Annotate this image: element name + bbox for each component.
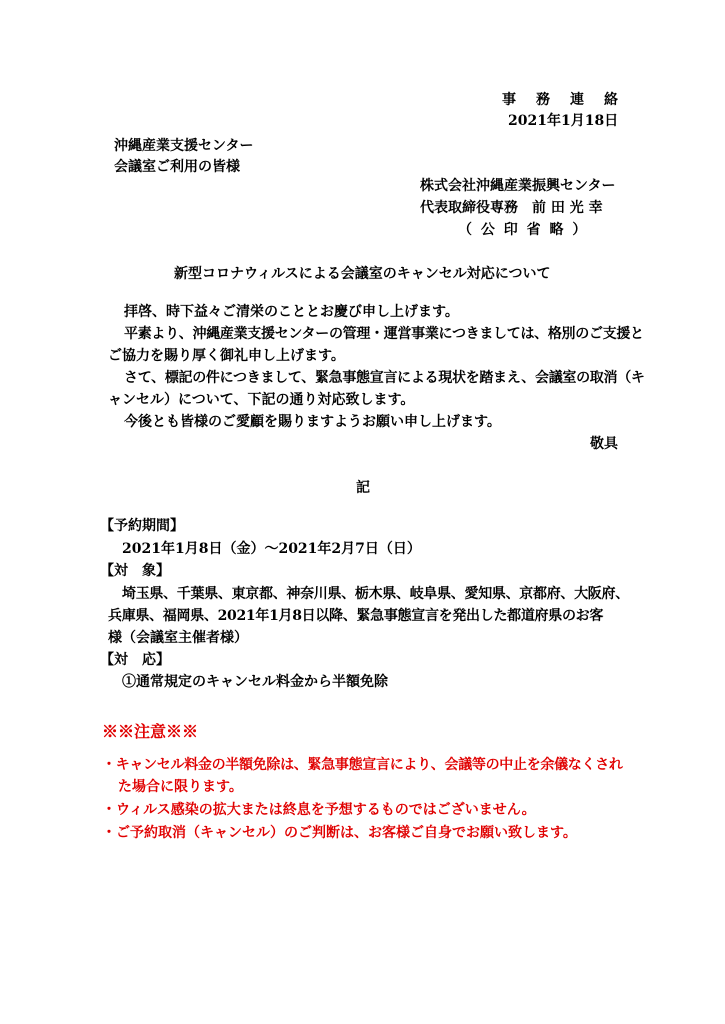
notice-item-1-line-2: た場合に限ります。	[118, 779, 243, 795]
body-greeting: 拝啓、時下益々ご清栄のこととお慶び申し上げます。	[124, 304, 459, 320]
target-label: 【対 象】	[100, 563, 170, 579]
sender-company: 株式会社沖縄産業振興センター	[420, 178, 616, 194]
response-value: ①通常規定のキャンセル料金から半額免除	[122, 674, 388, 690]
response-label: 【対 応】	[100, 652, 170, 668]
notice-item-2: ・ウィルス感染の拡大または終息を予想するものではございません。	[102, 802, 536, 818]
subject-title: 新型コロナウィルスによる会議室のキャンセル対応について	[174, 266, 551, 282]
body-para-4: 今後とも皆様のご愛顧を賜りますようお願い申し上げます。	[124, 414, 501, 430]
period-value: 2021年1月8日（金）～2021年2月7日（日）	[122, 541, 421, 557]
notice-heading: ※※注意※※	[102, 722, 199, 741]
sender-representative: 代表取締役専務 前 田 光 幸	[420, 200, 603, 216]
target-line-2: 兵庫県、福岡県、2021年1月8日以降、緊急事態宣言を発出した都道府県のお客	[108, 608, 604, 624]
target-line-3: 様（会議室主催者様）	[108, 630, 248, 646]
recipient-line-1: 沖縄産業支援センター	[114, 138, 254, 154]
seal-note: （ 公 印 省 略 ）	[458, 222, 589, 238]
doc-date: 2021年1月18日	[508, 113, 619, 129]
body-para-3-line-1: さて、標記の件につきまして、緊急事態宣言による現状を踏まえ、会議室の取消（キ	[124, 370, 645, 386]
body-para-2-line-2: ご協力を賜り厚く御礼申し上げます。	[108, 348, 345, 364]
notice-item-3: ・ご予約取消（キャンセル）のご判断は、お客様ご自身でお願い致します。	[102, 825, 577, 841]
doc-type: 事 務 連 絡	[502, 92, 621, 108]
body-para-3-line-2: ャンセル）について、下記の通り対応致します。	[108, 392, 415, 408]
period-label: 【予約期間】	[100, 518, 184, 534]
target-line-1: 埼玉県、千葉県、東京都、神奈川県、栃木県、岐阜県、愛知県、京都府、大阪府、	[122, 586, 629, 602]
notice-item-1-line-1: ・キャンセル料金の半額免除は、緊急事態宣言により、会議等の中止を余儀なくされ	[102, 757, 623, 773]
closing-keigu: 敬具	[590, 436, 618, 452]
recipient-line-2: 会議室ご利用の皆様	[114, 159, 240, 175]
body-para-2-line-1: 平素より、沖縄産業支援センターの管理・運営事業につきましては、格別のご支援と	[124, 326, 644, 342]
ki-heading: 記	[356, 480, 370, 496]
